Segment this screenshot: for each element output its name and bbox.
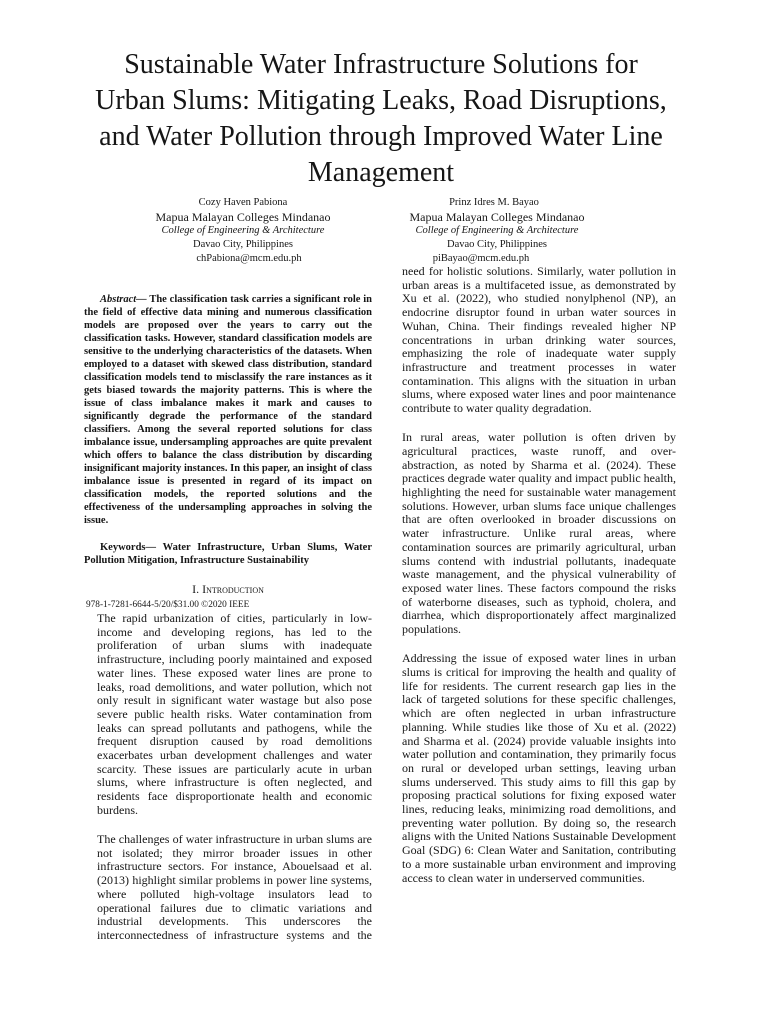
author-affiliation: Mapua Malayan Colleges Mindanao <box>155 210 331 224</box>
author-email: piBayao@mcm.edu.ph <box>432 253 530 264</box>
section-heading-introduction: I. Introduction <box>192 582 264 596</box>
keywords-label: Keywords— <box>100 542 156 553</box>
author-affiliation: Mapua Malayan Colleges Mindanao <box>409 210 585 224</box>
abstract-label: Abstract— <box>100 294 147 305</box>
abstract-text: The classification task carries a significant role in the field of effective data mining and numerous classification models are proposed over the years to carry out the classification tasks. However, standard classification models are sensitive to the underlying characteristics of the datasets. When employed to a dataset with skewed class distribution, standard classification models tend to misclassify the rare instances as it gets biased towards the majority patterns. This is where the issue of class imbalance makes it mark and causes to significantly degrade the performance of the standard classifiers. Among the several reported solutions for class imbalance issue, undersampling approaches are quite prevalent which offers to balance the class distribution by discarding insignificant majority instances. In this paper, an insight of class imbalance issue is presented in regard of its impact on classification models, the reported solutions and the effectiveness of the undersampling approaches in solving the issue. <box>84 294 372 526</box>
title-line: Sustainable Water Infrastructure Solutions for <box>124 49 638 80</box>
author-department: College of Engineering & Architecture <box>161 225 325 236</box>
copyright-notice: 978-1-7281-6644-5/20/$31.00 ©2020 IEEE <box>86 600 250 610</box>
author-block-1 <box>123 196 363 266</box>
author-location: Davao City, Philippines <box>447 239 547 250</box>
body-paragraph: In rural areas, water pollution is often driven by agricultural practices, waste runoff, and over-abstraction, as noted by Sharma et al. (2024). These practices degrade water quality and impact public health, highlighting the need for sustainable water management solutions. However, urban slums face unique challenges that are often overlooked in broader discussions on water infrastructure. Unlike rural areas, where contamination sources are primarily agricultural, urban slums contend with industrial pollutants, inadequate waste management, and the physical vulnerability of exposed water lines. These factors compound the risks of waterborne diseases, such as typhoid, cholera, and diarrhea, which disproportionately affect marginalized populations. <box>402 430 676 637</box>
paper-title <box>61 47 701 191</box>
author-department: College of Engineering & Architecture <box>415 225 579 236</box>
author-block-2 <box>377 196 617 266</box>
body-paragraph: Addressing the issue of exposed water lines in urban slums is critical for improving the health and quality of life for residents. The current research gap lies in the lack of targeted solutions for these specific challenges, which are often neglected in urban infrastructure planning. While studies like those of Xu et al. (2022) and Sharma et al. (2024) provide valuable insights into water pollution and contamination, they primarily focus on rural or developed urban settings, leaving urban slums underserved. This study aims to fill this gap by proposing practical solutions for fixing exposed water lines, reducing leaks, minimizing road demolitions, and preventing water pollution. By doing so, the research aligns with the United Nations Sustainable Development Goal (SDG) 6: Clean Water and Sanitation, contributing to a more sustainable urban environment and improving access to clean water in underserved communities. <box>402 651 676 885</box>
title-line: Management <box>307 157 455 188</box>
author-name: Cozy Haven Pabiona <box>198 197 288 208</box>
right-column-body <box>402 265 676 901</box>
keywords-text: Water Infrastructure, Urban Slums, Water Pollution Mitigation, Infrastructure Sustainability <box>84 542 372 566</box>
title-line: Urban Slums: Mitigating Leaks, Road Disruptions, <box>95 85 667 116</box>
author-location: Davao City, Philippines <box>193 239 293 250</box>
author-email: chPabiona@mcm.edu.ph <box>196 253 302 264</box>
author-name: Prinz Idres M. Bayao <box>449 197 539 208</box>
body-paragraph: need for holistic solutions. Similarly, water pollution in urban areas is a multifaceted issue, as demonstrated by Xu et al. (2022), who studied nonylphenol (NP), an endocrine disruptor found in urban water sources in Wuhan, China. Their findings revealed higher NP concentrations in urban drinking water sources, emphasizing the role of inadequate water supply infrastructure and treatment processes in water contamination. This aligns with the situation in urban slums, where exposed water lines and poor maintenance contribute to water quality degradation. <box>402 264 676 416</box>
body-paragraph: The challenges of water infrastructure in urban slums are not isolated; they mirror broader issues in other infrastructure sectors. For instance, Abouelsaad et al. (2013) highlight similar problems in power line systems, where polluted high-voltage insulators lead to operational failures due to climatic variations and industrial developments. This underscores the interconnectedness of infrastructure systems and the <box>97 832 372 942</box>
title-line: and Water Pollution through Improved Water Line <box>99 121 663 152</box>
body-paragraph: The rapid urbanization of cities, particularly in low-income and developing regions, has led to the proliferation of urban slums with inadequate infrastructure, including poorly maintained and exposed water lines. These exposed water lines are prone to leaks, road demolitions, and water pollution, which not only result in significant water wastage but also pose severe public health risks. Water contamination from leaks can spread pollutants and pathogens, while the frequent disruption caused by road demolitions exacerbates urban development challenges and water scarcity. These issues are particularly acute in urban slums, where infrastructure is often neglected, and residents face disproportionate health and economic burdens. <box>97 611 372 817</box>
abstract <box>84 293 372 527</box>
keywords <box>84 541 372 567</box>
left-column-body <box>97 612 372 958</box>
